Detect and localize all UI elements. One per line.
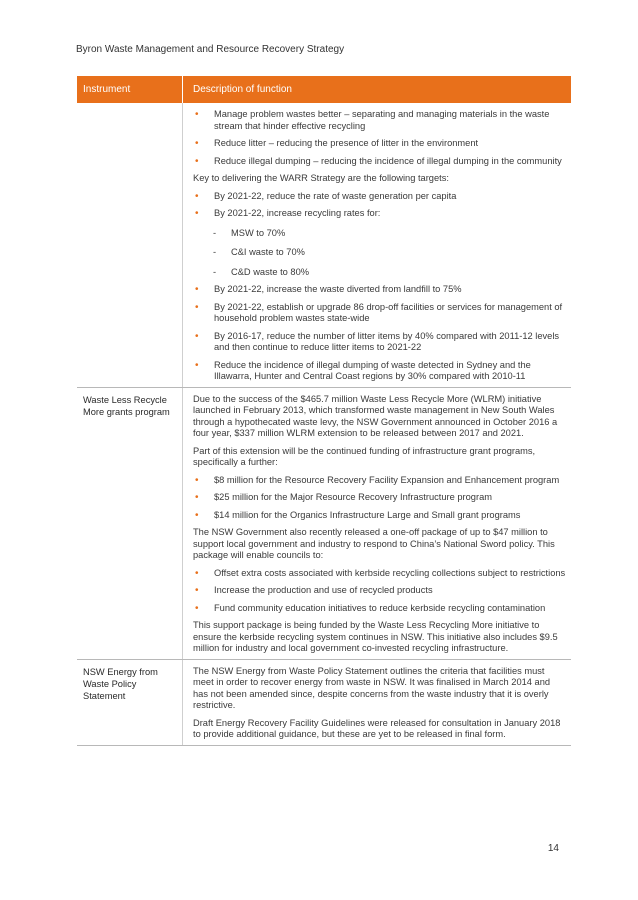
bullet-item: • By 2021-22, increase recycling rates for: xyxy=(193,208,567,220)
header-description: Description of function xyxy=(182,76,571,103)
bullet-item: • By 2016-17, reduce the number of litter items by 40% compared with 2011-12 levels and then continue to reduce litter items to 2021-22 xyxy=(193,331,567,354)
header-instrument: Instrument xyxy=(83,84,131,95)
paragraph: Part of this extension will be the continued funding of infrastructure grant programs, specifically a further: xyxy=(193,445,536,467)
bullet-item: • Reduce litter – reducing the presence of litter in the environment xyxy=(193,138,567,150)
bullet-item: • By 2021-22, reduce the rate of waste generation per capita xyxy=(193,191,567,203)
instrument-table xyxy=(77,76,571,746)
instrument-cell xyxy=(77,103,182,387)
running-header: Byron Waste Management and Resource Recovery Strategy xyxy=(76,44,345,55)
bullet-item: • Offset extra costs associated with kerbside recycling collections subject to restrictions xyxy=(193,568,567,580)
paragraph: Due to the success of the $465.7 million Waste Less Recycle More (WLRM) initiative launched in February 2013, which transformed waste management in New South Wales through a hypothecated waste levy, the NSW Government announced in October 2016 a four year, $337 million WLRM extension to be released between 2017 and 2021. xyxy=(193,393,558,438)
paragraph: Key to delivering the WARR Strategy are the following targets: xyxy=(193,173,449,183)
bullet-item: • $14 million for the Organics Infrastructure Large and Small grant programs xyxy=(193,510,567,522)
bullet-item: • Reduce illegal dumping – reducing the incidence of illegal dumping in the community xyxy=(193,156,567,168)
instrument-cell: NSW Energy from Waste Policy Statement xyxy=(83,666,158,701)
description-cell xyxy=(182,388,571,659)
sub-item: - C&D waste to 80% xyxy=(193,267,567,279)
table-row xyxy=(77,660,571,746)
table-row xyxy=(77,103,571,388)
paragraph: The NSW Government also recently released a one-off package of up to $47 million to support local government and industry to respond to China’s National Sword policy. This package will enable councils to: xyxy=(193,527,555,560)
paragraph: The NSW Energy from Waste Policy Statement outlines the criteria that facilities must meet in order to recover energy from waste in NSW. It was finalised in March 2014 and has not been amended since, despite concerns from the waste industry that it is overly restrictive. xyxy=(193,665,551,710)
bullet-item: • By 2021-22, increase the waste diverted from landfill to 75% xyxy=(193,284,567,296)
paragraph: Draft Energy Recovery Facility Guidelines were released for consultation in January 2018 to provide additional guidance, but these are yet to be released in final form. xyxy=(193,717,561,739)
bullet-item: • Increase the production and use of recycled products xyxy=(193,585,567,597)
bullet-item: • Manage problem wastes better – separating and managing materials in the waste stream that hinder effective recycling xyxy=(193,109,567,132)
description-cell xyxy=(182,660,571,745)
description-cell xyxy=(182,103,571,387)
table-row xyxy=(77,388,571,660)
bullet-item: • $8 million for the Resource Recovery Facility Expansion and Enhancement program xyxy=(193,475,567,487)
bullet-item: • Reduce the incidence of illegal dumping of waste detected in Sydney and the Illawarra, Hunter and Central Coast regions by 30% compared with 2010-11 xyxy=(193,360,567,383)
table-header-row xyxy=(77,76,571,103)
paragraph: This support package is being funded by the Waste Less Recycling More initiative to ensure the kerbside recycling system continues in NSW. This initiative also includes $9.5 million for industry and local government co-invested recycling infrastructure. xyxy=(193,620,558,653)
bullet-item: • $25 million for the Major Resource Recovery Infrastructure program xyxy=(193,492,567,504)
page-number: 14 xyxy=(547,843,559,854)
bullet-item: • Fund community education initiatives to reduce kerbside recycling contamination xyxy=(193,603,567,615)
sub-item: - C&I waste to 70% xyxy=(193,247,567,259)
instrument-cell: Waste Less Recycle More grants program xyxy=(83,394,170,417)
bullet-item: • By 2021-22, establish or upgrade 86 drop-off facilities or services for management of household problem wastes state-wide xyxy=(193,302,567,325)
table-body xyxy=(77,103,571,746)
sub-item: - MSW to 70% xyxy=(193,228,567,240)
